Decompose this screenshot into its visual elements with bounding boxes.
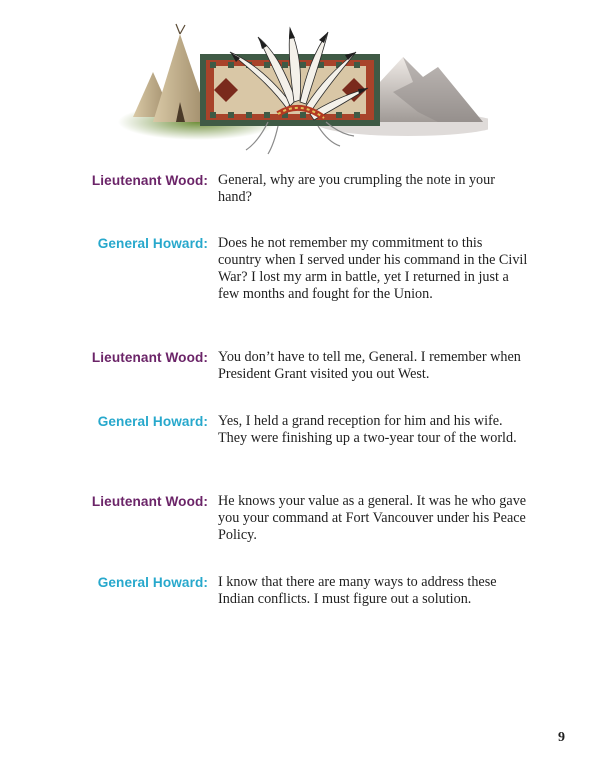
speaker-label: Lieutenant Wood:	[91, 350, 208, 365]
speech-text: General, why are you crumpling the note in your hand?	[218, 172, 495, 205]
speech-text: Does he not remember my commitment to this country when I served under his command in the Civil War? I lost my arm in battle, yet I returned in just a few months and fought for the Union.	[218, 235, 528, 302]
speech-text: I know that there are many ways to address these Indian conflicts. I must figure out a solution.	[218, 574, 497, 607]
page-number: 9	[558, 730, 565, 745]
speaker-label: General Howard:	[97, 575, 208, 590]
header-illustration	[118, 22, 488, 160]
speech-text: He knows your value as a general. It was he who gave you your command at Fort Vancouver under his Peace Policy.	[218, 493, 527, 543]
speech-text: Yes, I held a grand reception for him and his wife. They were finishing up a two-year tour of the world.	[218, 413, 517, 446]
speaker-label: General Howard:	[97, 414, 208, 429]
speaker-label: Lieutenant Wood:	[91, 494, 208, 509]
speaker-label: Lieutenant Wood:	[91, 173, 208, 188]
speaker-label: General Howard:	[97, 236, 208, 251]
speech-text: You don’t have to tell me, General. I remember when President Grant visited you out West.	[218, 349, 521, 382]
teepee-icon	[133, 24, 210, 122]
